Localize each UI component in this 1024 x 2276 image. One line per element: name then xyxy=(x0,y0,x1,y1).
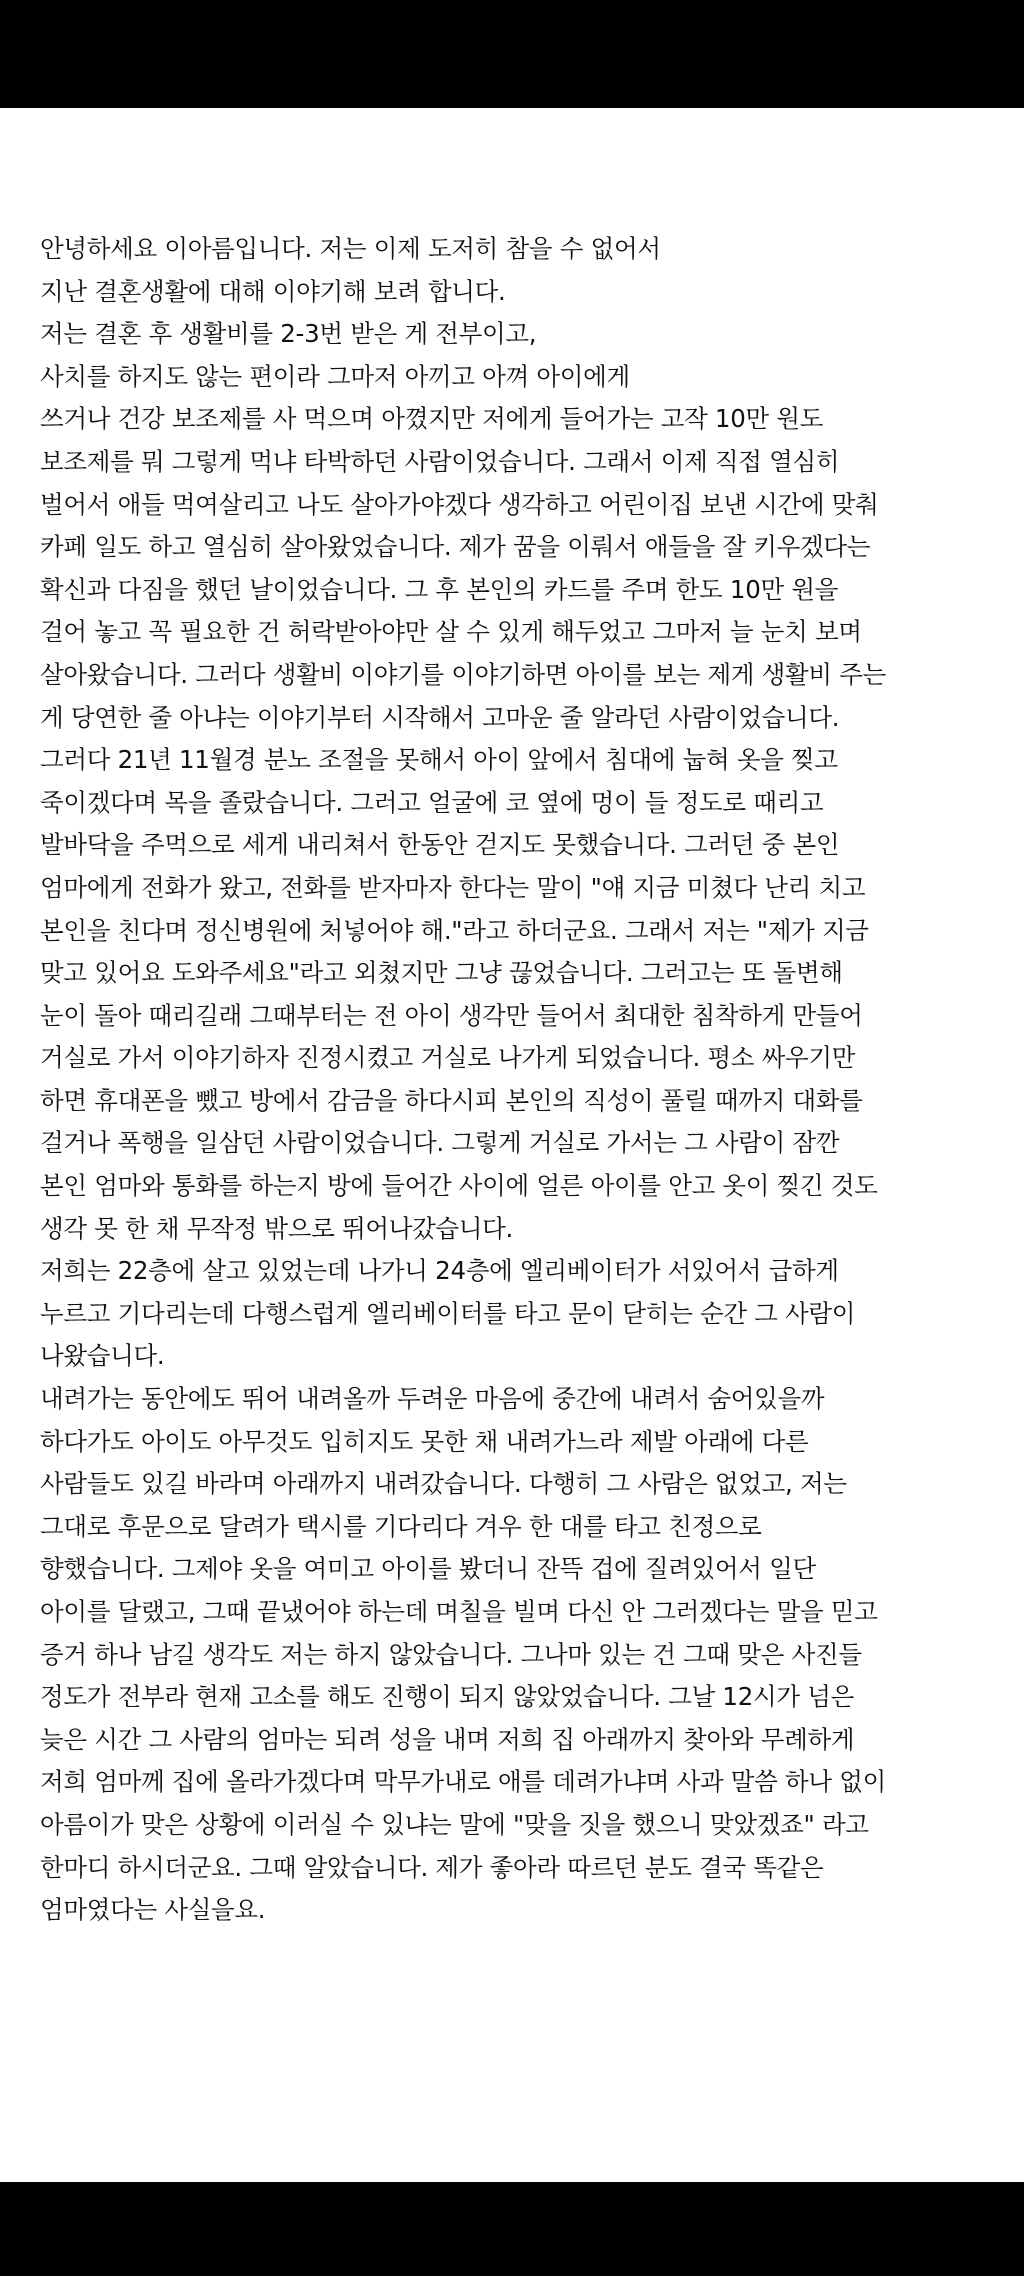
text-line: 쓰거나 건강 보조제를 사 먹으며 아꼈지만 저에게 들어가는 고작 10만 원도 xyxy=(40,404,824,434)
top-black-bar xyxy=(0,0,1024,108)
text-line: 사치를 하지도 않는 편이라 그마저 아끼고 아껴 아이에게 xyxy=(40,361,630,391)
text-line: 사람들도 있길 바라며 아래까지 내려갔습니다. 다행히 그 사람은 없었고, 저는 xyxy=(40,1469,847,1499)
text-line: 하다가도 아이도 아무것도 입히지도 못한 채 내려가느라 제발 아래에 다른 xyxy=(40,1426,809,1456)
text-line: 본인 엄마와 통화를 하는지 방에 들어간 사이에 얼른 아이를 안고 옷이 찢긴 것도 xyxy=(40,1171,878,1201)
text-line: 살아왔습니다. 그러다 생활비 이야기를 이야기하면 아이를 보는 제게 생활비 주는 xyxy=(40,659,886,689)
text-line: 누르고 기다리는데 다행스럽게 엘리베이터를 타고 문이 닫히는 순간 그 사람이 xyxy=(40,1298,856,1328)
text-line: 하면 휴대폰을 뺐고 방에서 감금을 하다시피 본인의 직성이 풀릴 때까지 대화를 xyxy=(40,1085,863,1115)
bottom-black-bar xyxy=(0,2182,1024,2276)
text-line: 저희는 22층에 살고 있었는데 나가니 24층에 엘리베이터가 서있어서 급하게 xyxy=(40,1256,839,1286)
text-line: 아이를 달랬고, 그때 끝냈어야 하는데 며칠을 빌며 다신 안 그러겠다는 말을 믿고 xyxy=(40,1597,878,1626)
text-line: 본인을 친다며 정신병원에 처넣어야 해."라고 하더군요. 그래서 저는 "제가 지금 xyxy=(40,915,869,945)
text-line: 향했습니다. 그제야 옷을 여미고 아이를 봤더니 잔뜩 겁에 질려있어서 일단 xyxy=(40,1554,816,1584)
text-line: 안녕하세요 이아름입니다. 저는 이제 도저히 참을 수 없어서 xyxy=(40,234,661,263)
text-line: 증거 하나 남길 생각도 저는 하지 않았습니다. 그나마 있는 건 그때 맞은 사진들 xyxy=(40,1639,862,1669)
text-line: 죽이겠다며 목을 졸랐습니다. 그러고 얼굴에 코 옆에 멍이 들 정도로 때리고 xyxy=(40,787,824,817)
text-line: 엄마에게 전화가 왔고, 전화를 받자마자 한다는 말이 "얘 지금 미쳤다 난리 치고 xyxy=(40,872,866,902)
text-line: 걸거나 폭행을 일삼던 사람이었습니다. 그렇게 거실로 가서는 그 사람이 잠깐 xyxy=(40,1128,840,1158)
text-line: 카페 일도 하고 열심히 살아왔었습니다. 제가 꿈을 이뤄서 애들을 잘 키우겠다는 xyxy=(40,532,871,562)
document-body xyxy=(40,228,1010,1932)
text-line: 그러다 21년 11월경 분노 조절을 못해서 아이 앞에서 침대에 눕혀 옷을 찢고 xyxy=(40,745,838,775)
text-line: 엄마였다는 사실을요. xyxy=(40,1895,266,1925)
text-line: 게 당연한 줄 아냐는 이야기부터 시작해서 고마운 줄 알라던 사람이었습니다. xyxy=(40,702,840,732)
text-line: 확신과 다짐을 했던 날이었습니다. 그 후 본인의 카드를 주며 한도 10만 원을 xyxy=(40,574,839,604)
text-line: 나왔습니다. xyxy=(40,1341,165,1371)
text-line: 한마디 하시더군요. 그때 알았습니다. 제가 좋아라 따르던 분도 결국 똑같은 xyxy=(40,1852,824,1882)
text-line: 늦은 시간 그 사람의 엄마는 되려 성을 내며 저희 집 아래까지 찾아와 무례하게 xyxy=(40,1724,855,1754)
text-line: 눈이 돌아 때리길래 그때부터는 전 아이 생각만 들어서 최대한 침착하게 만들어 xyxy=(40,1000,863,1030)
text-line: 아름이가 맞은 상황에 이러실 수 있냐는 말에 "맞을 짓을 했으니 맞았겠죠" 라고 xyxy=(40,1809,869,1839)
text-line: 거실로 가서 이야기하자 진정시켰고 거실로 나가게 되었습니다. 평소 싸우기만 xyxy=(40,1043,856,1073)
text-line: 벌어서 애들 먹여살리고 나도 살아가야겠다 생각하고 어린이집 보낸 시간에 맞춰 xyxy=(40,489,879,519)
text-line: 걸어 놓고 꼭 필요한 건 허락받아야만 살 수 있게 해두었고 그마저 늘 눈치 보며 xyxy=(40,617,862,647)
text-line: 그대로 후문으로 달려가 택시를 기다리다 겨우 한 대를 타고 친정으로 xyxy=(40,1511,762,1541)
text-line: 생각 못 한 채 무작정 밖으로 뛰어나갔습니다. xyxy=(40,1213,514,1243)
text-line: 지난 결혼생활에 대해 이야기해 보려 합니다. xyxy=(40,276,506,306)
text-line: 맞고 있어요 도와주세요"라고 외쳤지만 그냥 끊었습니다. 그러고는 또 돌변해 xyxy=(40,958,843,988)
text-line: 저희 엄마께 집에 올라가겠다며 막무가내로 애를 데려가냐며 사과 말씀 하나 없이 xyxy=(40,1767,886,1797)
text-line: 내려가는 동안에도 뛰어 내려올까 두려운 마음에 중간에 내려서 숨어있을까 xyxy=(40,1384,825,1414)
text-line: 보조제를 뭐 그렇게 먹냐 타박하던 사람이었습니다. 그래서 이제 직접 열심히 xyxy=(40,446,840,476)
text-line: 정도가 전부라 현재 고소를 해도 진행이 되지 않았었습니다. 그날 12시가 넘은 xyxy=(40,1682,854,1712)
text-line: 발바닥을 주먹으로 세게 내리쳐서 한동안 걷지도 못했습니다. 그러던 중 본인 xyxy=(40,830,840,860)
text-line: 저는 결혼 후 생활비를 2-3번 받은 게 전부이고, xyxy=(40,319,537,349)
